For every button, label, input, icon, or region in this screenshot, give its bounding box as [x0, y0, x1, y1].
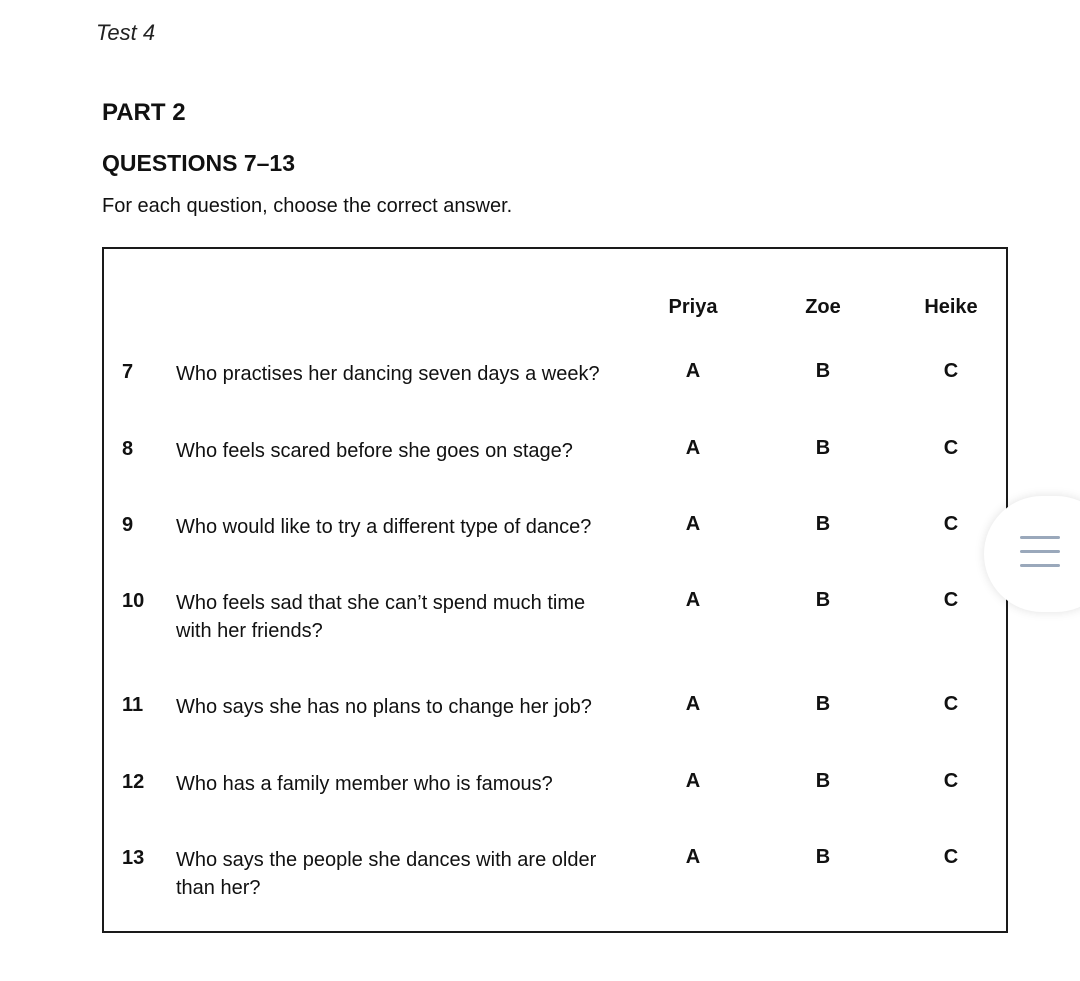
- option-a[interactable]: A: [685, 437, 701, 459]
- option-c[interactable]: C: [943, 770, 959, 792]
- question-number: 10: [122, 590, 145, 612]
- option-a[interactable]: A: [685, 589, 701, 611]
- question-number: 7: [122, 361, 134, 383]
- question-number: 12: [122, 771, 145, 793]
- question-number: 8: [122, 438, 134, 460]
- question-number: 13: [122, 847, 145, 869]
- option-b[interactable]: B: [815, 437, 831, 459]
- option-c[interactable]: C: [943, 513, 959, 535]
- questions-title: QUESTIONS 7–13: [102, 150, 296, 176]
- option-b[interactable]: B: [815, 846, 831, 868]
- option-b[interactable]: B: [815, 513, 831, 535]
- column-header-priya: Priya: [668, 296, 718, 318]
- option-c[interactable]: C: [943, 360, 959, 382]
- option-c[interactable]: C: [943, 846, 959, 868]
- option-b[interactable]: B: [815, 693, 831, 715]
- option-c[interactable]: C: [943, 437, 959, 459]
- question-number: 11: [122, 694, 144, 716]
- instruction-text: For each question, choose the correct answer.: [102, 195, 513, 217]
- option-a[interactable]: A: [685, 360, 701, 382]
- question-text: Who feels scared before she goes on stage?: [176, 440, 573, 462]
- column-header-zoe: Zoe: [805, 296, 841, 318]
- option-b[interactable]: B: [815, 589, 831, 611]
- column-header-heike: Heike: [924, 296, 978, 318]
- question-text: Who feels sad that she can’t spend much time with her friends?: [176, 592, 586, 642]
- hamburger-menu-icon: [1020, 536, 1060, 570]
- option-a[interactable]: A: [685, 693, 701, 715]
- question-text: Who has a family member who is famous?: [176, 773, 553, 795]
- option-c[interactable]: C: [943, 589, 959, 611]
- part-title: PART 2: [102, 99, 186, 126]
- option-b[interactable]: B: [815, 360, 831, 382]
- question-text: Who says she has no plans to change her job?: [176, 696, 592, 718]
- question-text: Who says the people she dances with are older than her?: [176, 849, 597, 899]
- question-text: Who would like to try a different type of dance?: [176, 516, 592, 538]
- test-label: Test 4: [96, 20, 156, 45]
- question-number: 9: [122, 514, 134, 536]
- option-b[interactable]: B: [815, 770, 831, 792]
- option-a[interactable]: A: [685, 770, 701, 792]
- option-a[interactable]: A: [685, 513, 701, 535]
- option-c[interactable]: C: [943, 693, 959, 715]
- option-a[interactable]: A: [685, 846, 701, 868]
- question-text: Who practises her dancing seven days a week?: [176, 363, 600, 385]
